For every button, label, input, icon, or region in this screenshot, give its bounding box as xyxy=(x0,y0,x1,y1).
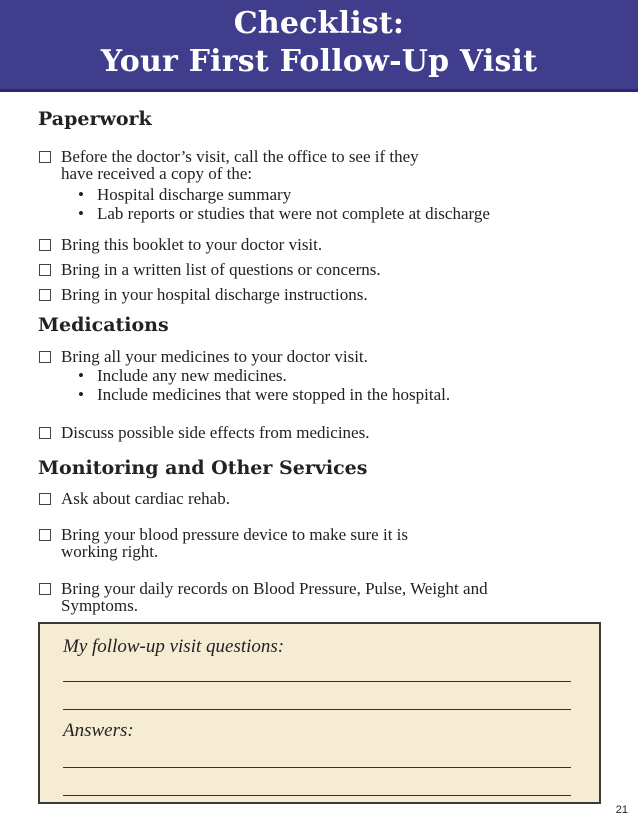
checkbox-icon[interactable] xyxy=(39,239,51,251)
question-line[interactable] xyxy=(63,681,571,682)
bullet-text: Lab reports or studies that were not complete at discharge xyxy=(97,204,490,223)
section-heading-medications: Medications xyxy=(38,314,169,336)
item-text: Bring this booklet to your doctor visit. xyxy=(61,235,323,254)
checkbox-icon[interactable] xyxy=(39,583,51,595)
item-text: Bring in your hospital discharge instructions. xyxy=(61,285,368,304)
section-heading-paperwork: Paperwork xyxy=(38,108,152,130)
checkbox-icon[interactable] xyxy=(39,151,51,163)
checkbox-icon[interactable] xyxy=(39,351,51,363)
item-text: Before the doctor’s visit, call the office to see if they xyxy=(61,147,419,166)
section-heading-monitoring: Monitoring and Other Services xyxy=(38,457,368,479)
checkbox-icon[interactable] xyxy=(39,264,51,276)
item-text-continued: Symptoms. xyxy=(61,596,138,615)
notes-box xyxy=(38,622,601,804)
item-text: Bring all your medicines to your doctor visit. xyxy=(61,347,368,366)
bullet-icon: • xyxy=(78,366,84,385)
answer-line[interactable] xyxy=(63,767,571,768)
answer-line[interactable] xyxy=(63,795,571,796)
checkbox-icon[interactable] xyxy=(39,529,51,541)
item-text-continued: have received a copy of the: xyxy=(61,164,253,183)
page-title-line2: Your First Follow-Up Visit xyxy=(100,44,538,79)
item-text: Bring your blood pressure device to make sure it is xyxy=(61,525,409,544)
title-banner xyxy=(0,0,638,92)
item-text: Bring your daily records on Blood Pressure, Pulse, Weight and xyxy=(61,579,488,598)
bullet-icon: • xyxy=(78,185,84,204)
item-text-continued: working right. xyxy=(61,542,159,561)
checkbox-icon[interactable] xyxy=(39,493,51,505)
item-text: Bring in a written list of questions or concerns. xyxy=(61,260,381,279)
bullet-icon: • xyxy=(78,204,84,223)
checkbox-icon[interactable] xyxy=(39,289,51,301)
bullet-icon: • xyxy=(78,385,84,404)
checkbox-icon[interactable] xyxy=(39,427,51,439)
item-text: Discuss possible side effects from medicines. xyxy=(61,423,370,442)
bullet-text: Include any new medicines. xyxy=(97,366,287,385)
page-number: 21 xyxy=(615,804,628,816)
answers-label: Answers: xyxy=(63,720,134,741)
bullet-text: Hospital discharge summary xyxy=(97,185,292,204)
bullet-text: Include medicines that were stopped in the hospital. xyxy=(97,385,451,404)
questions-label: My follow-up visit questions: xyxy=(63,636,285,657)
item-text: Ask about cardiac rehab. xyxy=(61,489,230,508)
page-title-line1: Checklist: xyxy=(233,6,405,41)
question-line[interactable] xyxy=(63,709,571,710)
